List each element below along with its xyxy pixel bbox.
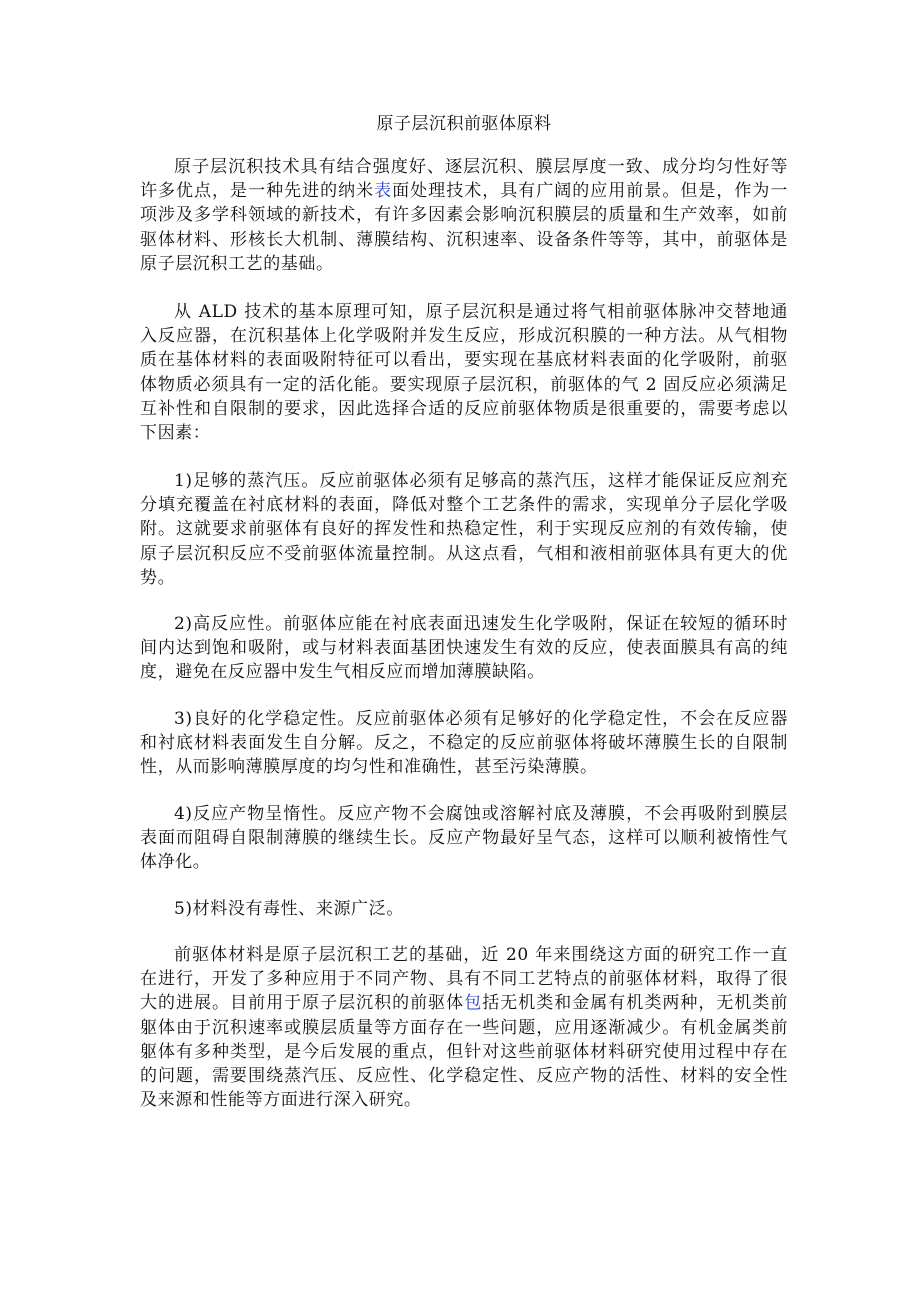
paragraph-text: 前驱体材料是原子层沉积工艺的基础，近 20 年来围绕这方面的研究工作一直在进行，开发了多种应用于不同产物、具有不同工艺特点的前驱体材料，取得了很大的进展。目前用于原子层沉积的前驱体 (140, 945, 788, 1014)
highlighted-character: 包 (464, 993, 483, 1014)
paragraph-factor-5: 5)材料没有毒性、来源广泛。 (174, 899, 404, 919)
paragraph-conclusion (140, 943, 788, 1112)
document-title: 原子层沉积前驱体原料 (376, 114, 552, 134)
paragraph-factor-1: 1)足够的蒸汽压。反应前驱体必须有足够高的蒸汽压，这样才能保证反应剂充分填充覆盖在衬底材料的表面，降低对整个工艺条件的需求，实现单分子层化学吸附。这就要求前驱体有良好的挥发性和热稳定性，利于实现反应剂的有效传输，使原子层沉积反应不受前驱体流量控制。从这点看，气相和液相前驱体具有更大的优势。 (140, 471, 788, 588)
paragraph-text: 面处理技术，具有广阔的应用前景。但是，作为一项涉及多学科领域的新技术，有许多因素会影响沉积膜层的质量和生产效率，如前驱体材料、形核长大机制、薄膜结构、沉积速率、设备条件等等，其中，前驱体是原子层沉积工艺的基础。 (140, 181, 788, 274)
paragraph-factor-4: 4)反应产物呈惰性。反应产物不会腐蚀或溶解衬底及薄膜，不会再吸附到膜层表面而阻碍自限制薄膜的继续生长。反应产物最好呈气态，这样可以顺利被惰性气体净化。 (140, 804, 788, 873)
paragraph-factor-3: 3)良好的化学稳定性。反应前驱体必须有足够好的化学稳定性，不会在反应器和衬底材料表面发生自分解。反之，不稳定的反应前驱体将破坏薄膜生长的自限制性，从而影响薄膜厚度的均匀性和准确性，甚至污染薄膜。 (140, 709, 788, 778)
paragraph-intro (140, 155, 788, 276)
highlighted-character: 表 (374, 181, 393, 202)
paragraph-principle: 从 ALD 技术的基本原理可知，原子层沉积是通过将气相前驱体脉冲交替地通入反应器，在沉积基体上化学吸附并发生反应，形成沉积膜的一种方法。从气相物质在基体材料的表面吸附特征可以看出，要实现在基底材料表面的化学吸附，前驱体物质必须具有一定的活化能。要实现原子层沉积，前驱体的气 2 固反应必须满足互补性和自限制的要求，因此选择合适的反应前驱体物质是很重要的，需要考虑以下因素： (140, 302, 788, 444)
paragraph-text: 原子层沉积技术具有结合强度好、逐层沉积、膜层厚度一致、成分均匀性好等许多优点，是一种先进的纳米 (140, 157, 788, 202)
paragraph-text: 括无机类和金属有机类两种，无机类前躯体由于沉积速率或膜层质量等方面存在一些问题，应用逐渐减少。有机金属类前躯体有多种类型，是今后发展的重点，但针对这些前驱体材料研究使用过程中存在的问题，需要围绕蒸汽压、反应性、化学稳定性、反应产物的活性、材料的安全性及来源和性能等方面进行深入研究。 (140, 993, 788, 1111)
paragraph-factor-2: 2)高反应性。前驱体应能在衬底表面迅速发生化学吸附，保证在较短的循环时间内达到饱和吸附，或与材料表面基团快速发生有效的反应，使表面膜具有高的纯度，避免在反应器中发生气相反应而增加薄膜缺陷。 (140, 614, 788, 683)
